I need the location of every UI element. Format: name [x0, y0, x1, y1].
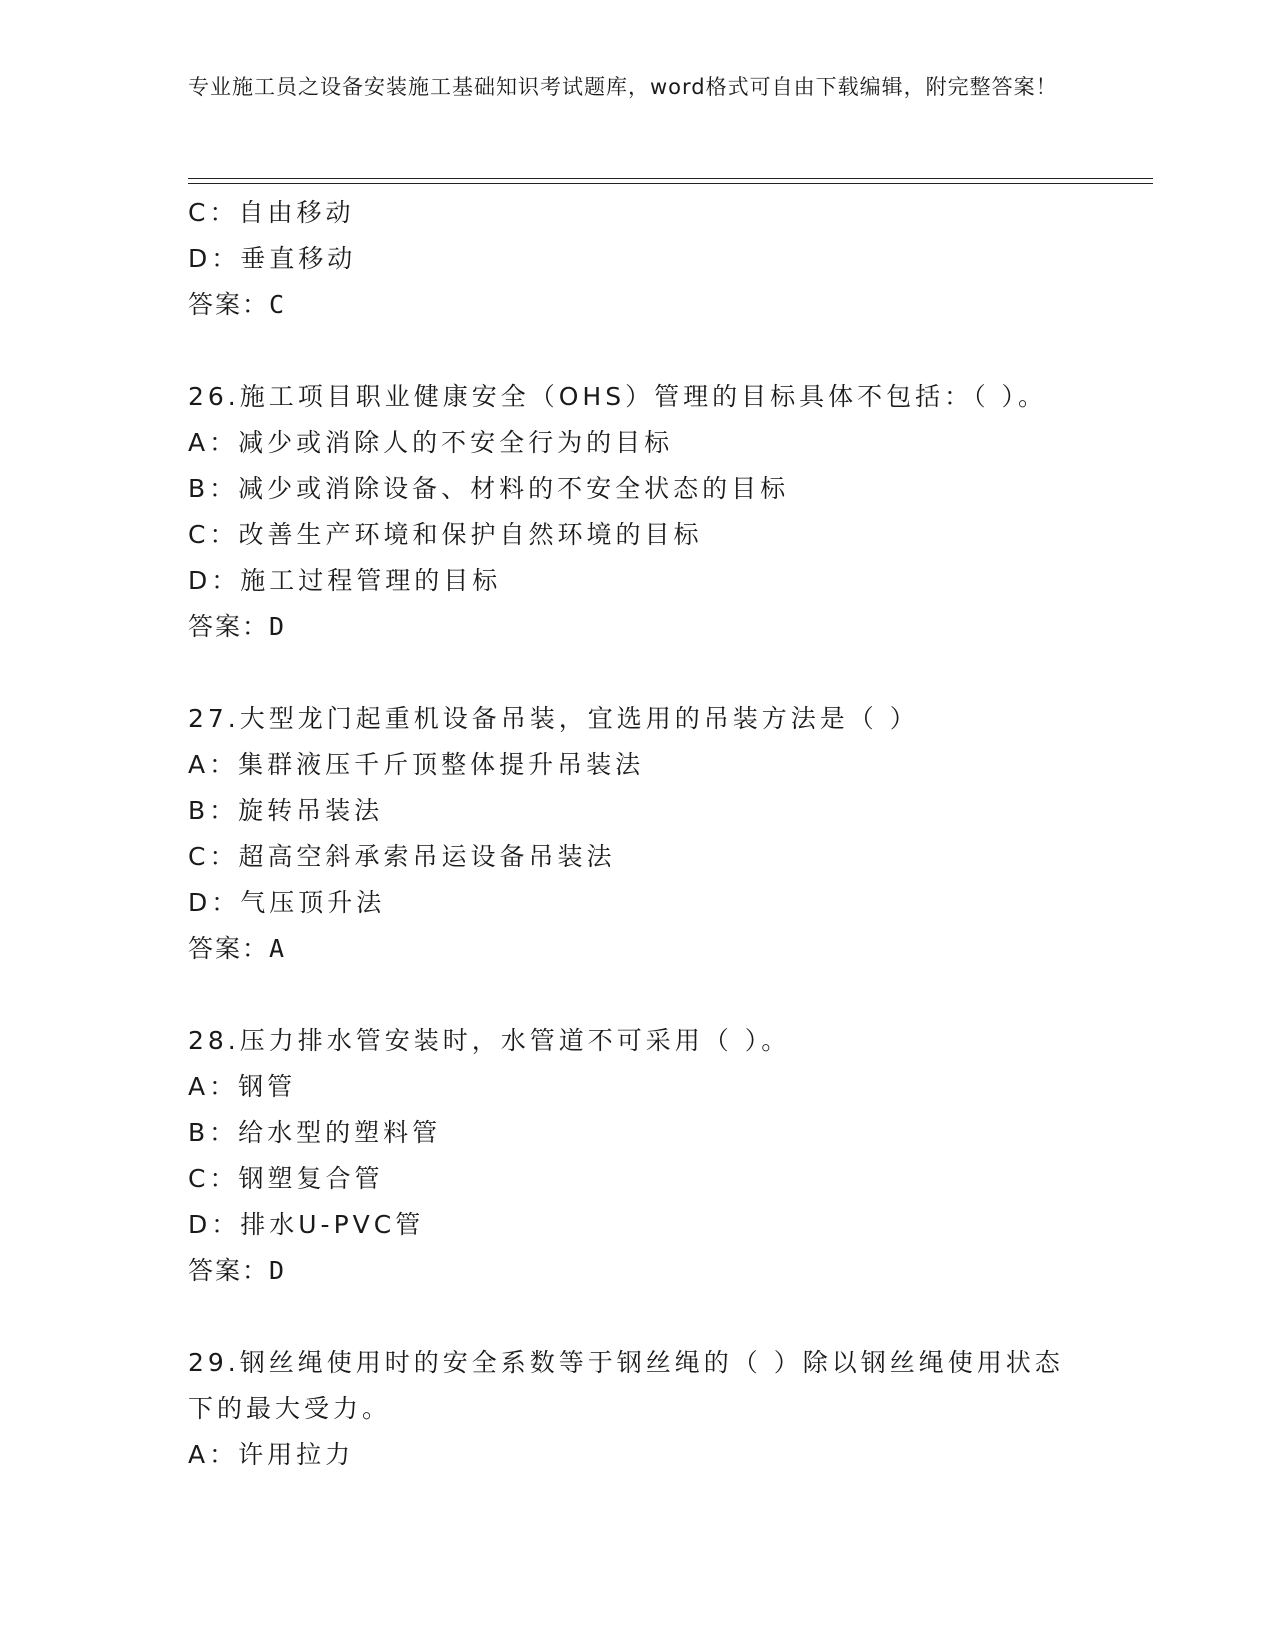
option-d: D：气压顶升法 — [188, 888, 386, 917]
page-header — [188, 72, 1068, 103]
header-title: 专业施工员之设备安装施工基础知识考试题库，word格式可自由下载编辑，附完整答案！ — [188, 75, 1058, 99]
option-c: C：钢塑复合管 — [188, 1164, 384, 1193]
question-list — [188, 190, 1088, 1478]
answer: 答案：C — [188, 290, 287, 319]
option-a: A：集群液压千斤顶整体提升吊装法 — [188, 750, 645, 779]
option-c: C：改善生产环境和保护自然环境的目标 — [188, 520, 703, 549]
option-c: C：超高空斜承索吊运设备吊装法 — [188, 842, 616, 871]
option-a: A：钢管 — [188, 1072, 297, 1101]
spacer — [188, 328, 1088, 374]
question-27 — [188, 696, 1088, 972]
question-stem: 28.压力排水管安装时，水管道不可采用（ ）。 — [188, 1026, 791, 1055]
option-b: B：旋转吊装法 — [188, 796, 384, 825]
option-a: A：许用拉力 — [188, 1440, 355, 1469]
option-b: B：减少或消除设备、材料的不安全状态的目标 — [188, 474, 790, 503]
question-stem: 26.施工项目职业健康安全（OHS）管理的目标具体不包括：（ ）。 — [188, 382, 1048, 411]
spacer — [188, 1294, 1088, 1340]
question-stem-line-2: 下的最大受力。 — [188, 1394, 392, 1423]
question-28 — [188, 1018, 1088, 1294]
answer: 答案：D — [188, 1256, 287, 1285]
question-stem: 27.大型龙门起重机设备吊装，宜选用的吊装方法是（ ） — [188, 704, 919, 733]
spacer — [188, 972, 1088, 1018]
option-b: B：给水型的塑料管 — [188, 1118, 442, 1147]
option-c: C：自由移动 — [188, 198, 355, 227]
answer: 答案：D — [188, 612, 287, 641]
previous-question-tail — [188, 190, 1088, 328]
question-29 — [188, 1340, 1088, 1478]
option-d: D：排水U-PVC管 — [188, 1210, 425, 1239]
option-a: A：减少或消除人的不安全行为的目标 — [188, 428, 674, 457]
option-d: D：施工过程管理的目标 — [188, 566, 502, 595]
question-26 — [188, 374, 1088, 650]
answer: 答案：A — [188, 934, 287, 963]
spacer — [188, 650, 1088, 696]
header-divider — [188, 178, 1153, 184]
option-d: D：垂直移动 — [188, 244, 357, 273]
question-stem-line-1: 29.钢丝绳使用时的安全系数等于钢丝绳的（ ）除以钢丝绳使用状态 — [188, 1348, 1064, 1377]
